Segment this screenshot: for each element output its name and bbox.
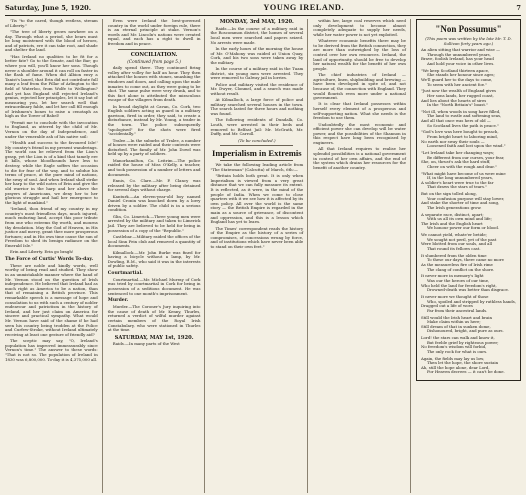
poem-line: "Not ill, when woods in song have filled,: [420, 108, 501, 114]
poem-line: Was our the heroes of our time,: [426, 277, 490, 283]
page-number: 7: [516, 4, 521, 12]
article-paragraph: In the early hours of the morning the house of Mr. O'Mahony was raided at Union Quay, Cork, and his two sons were taken away by the military.: [210, 45, 304, 65]
poem-line: As the measureless fire of Irish rime: [420, 262, 493, 267]
issue-date: Saturday, June 5, 1920.: [5, 4, 92, 12]
divider: [118, 49, 191, 50]
poem-line: Through the unnumbered years,: [426, 51, 491, 57]
poem-line: That round its fellows cast.: [426, 246, 481, 252]
poem-stanza: [421, 192, 516, 210]
article-paragraph: Murder.—The Coroner's Jury inquiring into the cause of death of Mr. Kenny, Thurles, returned a verdict of wilful murder against certain members of the Royal Irish Constabulary, who were stationed in Thurles at the time.: [107, 304, 201, 333]
poem-stanza: [421, 89, 516, 107]
article-paragraph: It is clear that Ireland possesses within herself every element of a prosperous and self-supporting nation. What she needs is the freedom to use them.: [313, 101, 406, 121]
poem-line: A soldier's heart were true to the far: [420, 179, 494, 185]
poem-line: To seem with her ancient foe.": [426, 81, 488, 87]
poem-line: But on the sign tolled along,: [420, 191, 477, 197]
article-paragraph: The sceptic may say, "O, Ireland's population has improved immeasurably since Vernon's time." The answer to these words: "That is not so. The population of Ireland in 1830 was 6,800,000. To-day it is 4,375,000 all.: [5, 338, 98, 362]
poem-line: Dragged out a life of woes: [420, 303, 473, 309]
poem-box: [416, 19, 521, 381]
article-paragraph: Courtmartial.—Mr. Michael Murray of Cork was tried by courtmartial in Cork for being in possession of a seditious document. He was sentenced to one month's imprisonment.: [107, 276, 201, 296]
poem-line: Still dream of that in sunken dome,: [420, 323, 491, 329]
poem-line: We sought not peril, yet of the past: [426, 236, 497, 242]
poem-line: She, on, thrust's ask the hard stuff,: [420, 159, 491, 165]
poem-line: An alien sitting that warrior and wise —: [420, 47, 500, 53]
article-paragraph: Police and military visited the residence of Mr. Dwyer, Clonmel, and a search was made without result.: [210, 81, 304, 96]
poem-line: Were blotted from our souls, and all: [420, 241, 492, 247]
poem-stanza: [421, 357, 516, 375]
poem-line: Then let the hope, the shore sustain: [426, 360, 499, 366]
continued-note: (To be concluded.): [238, 137, 276, 143]
article-headline: Imperialism in Extremis: [212, 148, 302, 159]
poem-line: Your confusion purpose will stay lower,: [426, 195, 505, 201]
poem-line: We honour power our form or blood.: [426, 225, 500, 231]
article-paragraph: In broad daylight at Cavan, Co. Cork, two English soldiers acting as guard in a military garrison, fired in order, they said, to create a disturbance, instead by Mr. Young, a trader in the town. The police subsequently "apologised" for the shots were fired "accidentally.": [107, 103, 201, 137]
poem-line: If, in the long unnumbered years,: [426, 175, 493, 181]
poem-line: Make claim within us here;: [426, 319, 481, 325]
poem-line: The land to rustle and softening seas,: [426, 113, 502, 119]
poem-line: Brave, foolish Ireland, has your head: [420, 56, 494, 62]
article-paragraph: At Kilmallock, a large force of police and military searched several houses in the town. The search lasted for three hours and nothing was found.: [210, 97, 304, 117]
poem-line: Be different from our curses, your fear,: [426, 154, 505, 160]
poem-line: The Irish generations grow.: [426, 204, 482, 210]
article-paragraph: Raids.—In many parts of the West: [112, 341, 180, 347]
poem-line: The clang of conflict on the shore.: [426, 266, 495, 272]
column-2: [108, 19, 206, 493]
poem-line: She stands her honour since ages;: [426, 72, 495, 78]
poem-line: Again, the fields may lay us low,: [420, 355, 485, 361]
poem-line: Far from their ancestral lands.: [426, 307, 488, 313]
dateline: MONDAY, 3rd MAY, 1920.: [219, 19, 294, 25]
article-paragraph: Whatever economic benefits there may be to be derived from the British connection, they are more than outweighed by the loss of control over her own resources. Ireland, the land of opportunity, should be free to develop her natural wealth for the benefit of her own people.: [313, 38, 406, 71]
poem-line: With us all its own mind and life;: [426, 216, 492, 222]
poem-stanza: [421, 48, 516, 66]
poem-line: Cheer on with the rough and dear.": [426, 163, 497, 169]
poem-stanza: [421, 110, 516, 128]
poem-stanza: [421, 69, 516, 87]
poem-line: The Irish and the English heart: [420, 220, 483, 226]
article-paragraph: Erin and Liberty. Erin go bragh!: [10, 249, 74, 255]
poem-stanza: [421, 295, 516, 313]
article-paragraph: "'Health and success to the favoured Isle!' My country's friend in my present wanderings. The world can be relieved from the Lion's grasp, yet the Lion is of a kind that tamely ere it kills, whose bloodhounds have less to destroy, while the Eagle soffers the occasion to die for fear of the way, and to subdue his terms of peace, at the pure mind of nations, the sway of soul. And when Ireland shall strike her harp to the wild notes of Erin and give the old warrior in the harp and her above the prayers of Americans, we deny her to her glorious struggle and hail her emergence to the light of mankind.": [5, 140, 98, 205]
poem-line: Dishonoured, bright, and pure as ours.: [426, 328, 504, 334]
poem-line: Who held the land for freedom's right,: [420, 282, 497, 288]
poem-intro: (This poem was written by the late Mr. T. D. Sullivan forty years ago.): [425, 36, 512, 46]
poem-line: Drowned-death was better than disgrace.: [426, 287, 510, 293]
article-paragraph: All that Ireland requires to realise her splendid possibilities is a national government in control of her own affairs, and the end of the system which drains her resources for the benefit of another country.: [313, 146, 406, 170]
poem-line: We'll guard her to the days to come,: [420, 76, 493, 82]
poem-line: No freedom's wisdom will forbid,: [420, 344, 487, 350]
divider: [220, 160, 293, 161]
page-header: [5, 3, 521, 16]
article-paragraph: "Ireland, thou friend of my country in my country's most friendless days, much injured, much enduring land, accept this poor tribute from one who esteems thy worth, and mourns thy desolation. May the God of Heaven, in His justice and mercy, grant thee more prosperous fortunes; and in His own time cause the sun of Freedom to shed its benign radiance on the Emerald Isle.": [5, 206, 98, 248]
poem-stanza: [421, 254, 516, 272]
article-paragraph: "Britain holds both great. It is only when Imperialism is viewed from a very great distance that we can fully measure its extent. It is reflected, as it were, in the mind of the people of India. When we come to close quarters with it we see how it is affected by its own policy. All over the world is the same story — the British Empire is regarded in the main as a source of grievance, of discontent and oppression, and this is a lesson which England has yet to learn.: [210, 173, 304, 225]
article-paragraph: Kanturk.—An eleven-year-old boy named Daniel Cronin was knocked down by a lorry driven by a soldier. The child is in a serious condition.: [107, 193, 201, 213]
columns: [5, 19, 521, 493]
poem-line: Ah, still the hope alone, dear Lord,: [420, 364, 490, 370]
poem-line: And lies about the hearts of sires: [420, 97, 487, 103]
poem-line: From bright heart to laboring mind,: [426, 134, 498, 140]
article-paragraph: Kilmallock.—Mr. John Burke was fined for having a bicycle without a lamp, by Mr. Dowling, R.M., who said it was in the interests of public safety.: [107, 249, 201, 269]
section-headline: The Force of Curtis' Words To-day.: [5, 256, 94, 262]
poem-line: Who, spoiled and stripped by ruthless hands,: [426, 298, 517, 304]
poem-line: We cannot yield, whate'er betide;: [420, 232, 487, 238]
poem-line: "What might have become of us were mine: [420, 170, 506, 176]
sub-headline: Courtmartial.: [107, 270, 143, 276]
article-paragraph: Manorhamilton, Co. Leitrim.—The police raided the house of Miss O'Kelly, a teacher, and took possession of a number of letters and documents.: [107, 157, 201, 177]
article-paragraph: Even were Ireland the best-governed country in the world under foreign rule, there is an eternal principle at stake. Vernon's words and Mr. Lincoln's nations were created equal, and each has a right to dwell in freedom and in peace.: [107, 18, 201, 46]
poem-line: "God's love was here bought to preach,: [420, 129, 499, 135]
poem-line: Her sons lands, her rugged coast,: [426, 92, 494, 98]
poem-line: "Let Ireland take her changing ways;: [420, 150, 495, 155]
article-paragraph: Tralee.—In the suburbs of Tralee, a number of houses were raided and their contents were disturbed. The family of Mr. John Dowd was held up by a party of soldiers.: [107, 137, 201, 157]
poem-line: "Just now the wealth of England gives: [420, 88, 496, 94]
article-paragraph: We take the following leading article from "The Statesman" (Calcutta) of March, 6th:—: [210, 162, 304, 172]
poem-line: To these our days, there came no more: [426, 257, 504, 263]
poem-line: Still would the Irish heart and brain: [420, 314, 493, 320]
poem-line: And hold your voice in other lives.: [426, 60, 495, 66]
poem-line: Loosened faith and lost upon the wind.": [426, 143, 506, 149]
column-1: [5, 19, 103, 493]
poem-stanza: [421, 274, 516, 292]
poem-line: But feeble grief by righteous power;: [426, 339, 499, 345]
article-paragraph: 'Tis "to the cared, though restless, stream of Liberty.": [5, 18, 98, 28]
dateline: SATURDAY, MAY 1st, 1920.: [114, 334, 194, 341]
poem-line: "We keep Scotland thirteen apace,: [420, 67, 490, 73]
poem-stanza: [421, 130, 516, 148]
poem-line: And all that once was hers of old —: [420, 118, 491, 124]
masthead: YOUNG IRELAND.: [263, 3, 345, 12]
article-paragraph: The Times' correspondent reads the history of the Empire as the history of a series of compromises, of concessions wrung by force, and of institutions which have never been able to stand on their own feet.": [210, 225, 304, 249]
poem-stanzas: [421, 48, 516, 375]
article-paragraph: Raids.—In the course of a military raid in the Roscommon district, the homes of several local men were searched and papers seized. No arrests were made.: [210, 25, 304, 45]
poem-stanza: [421, 233, 516, 251]
article-paragraph: "Has Ireland no qualities to be fit for a better fate? Go to the Senate, and the Bar; go where you will, you'll know her sons. Though never a shoulder around it can roll on faster in the flash of fame. When did Albion envy a Tanist's laurel, that Erin did not contribute full many a leaf from the Pillar of Arlington to the field of Waterloo, from Wolfe to Wellington? And yet has England still rejected Ireland's genius, rejected her principles, let it say but of measuring you, let her search well that extraordinary fable, and let her call fill enough of Irishmen's bones to raise a cenotaph as high as the Tower of Babel!: [5, 53, 98, 119]
poem-line: In the "North Britain's" boast.": [426, 102, 488, 108]
column-3: [210, 19, 308, 493]
sub-headline: Murder.: [107, 298, 129, 304]
poem-title: "Non Possumus": [435, 24, 502, 34]
poem-line: A separate race, distinct, apart;: [420, 211, 484, 217]
poem-line: No earth nor sway their souls —: [420, 138, 485, 144]
poem-line: Lord! the stars can walk and know it,: [420, 335, 495, 341]
section-headline: CONCILIATION.: [130, 51, 178, 58]
article-paragraph: "The tree of liberty grows nowhere on a day. Through what a period, she bears must be long moistened with the blood of heroes, and of patriots, ere it can take root, and shade and shelter the land.: [5, 28, 98, 53]
article-paragraph: "Permit me to conclude with the invocation to England, as uttered by the child of Mr. Vernon on the day of Independence, and under the venerable ash of his native soil:: [5, 119, 98, 139]
poem-line: That draws the stars of tears.": [426, 184, 488, 190]
column-4: [313, 19, 411, 493]
continued-note: (Continued from page 5.): [127, 59, 181, 65]
article-paragraph: These are noble and kindly words, well worthy of being read and studied. They show in an unmistakable manner where the hand of Mr. Vernon stood on the question of Irish independence. He believed that Ireland had as much right as America to be a nation, than that of remaining a British province. This remarkable speech is a message of hope and consolation to us with such a century of nobler endeavour and patriotism in the history of Ireland, and her just claim on America for sincere and practical sympathy. What would Mr. Vernon have said of the shame if he had seen his country being trodden at the Police and Curfew-Stroke, without Ireland ultimately receiving at least one gesture of friendly aid?: [5, 262, 98, 337]
article-paragraph: Castlebar.—Military raided the offices of the local Sinn Fein club and removed a quantity of documents.: [107, 233, 201, 249]
poem-stanza: [421, 213, 516, 231]
poem-line: It slumbered from the olden time: [420, 252, 487, 258]
article-paragraph: Glin, Co. Limerick.—Three young men were arrested by the military and taken to Limerick Jail. They are believed to be held for being in possession of a copy of the "Republic.": [107, 213, 201, 233]
article-paragraph: daily spend there. They continued firing volley after volley for half an hour. They then attacked the houses with stones, smashing the windows and doors, and calling upon the male inmates to come out, as they were going to be shot. The same pulse were very drunk, and to this fact alone is attributed the miraculous escape of the villagers from death.: [107, 65, 201, 103]
article-paragraph: The following residents of Dundalk, Co. Louth, were arrested in their beds and removed to Belfast Jail: Mr. McGrath, Mr. Duffy, and Mr. Carroll.: [210, 117, 304, 137]
article-paragraph: In the course of a military raid in the Tuam district, six young men were arrested. They were removed to Galway jail in lorries.: [210, 66, 304, 81]
poem-stanza: [421, 172, 516, 190]
poem-stanza: [421, 316, 516, 334]
article-paragraph: Undoubtedly the most economic and efficient power she can develop will be water power, and the possibilities of the Shannon in this respect have long been recognised by engineers.: [313, 121, 406, 146]
article-paragraph: within her, large coal reserves which need only development to become almost completely adequate to supply her needs, while her water power is not yet exploited.: [313, 18, 406, 37]
poem-stanza: [421, 336, 516, 354]
poem-line: The only rock for what is ours.: [426, 348, 488, 354]
poem-line: It never more we thought of those: [420, 293, 489, 299]
divider: [220, 145, 293, 146]
poem-line: So Scotland lives the path is peace.": [426, 122, 499, 128]
poem-line: It never more in memory's light: [420, 273, 484, 279]
column-5-poem: [416, 19, 521, 493]
poem-line: And stake the shorter of time and song,: [420, 200, 500, 206]
poem-stanza: [421, 151, 516, 169]
poem-line: For Heaven decrees — it can't be done.: [426, 369, 505, 375]
article-paragraph: The chief industries of Ireland — agriculture, linen, shipbuilding and brewing — have been developed in spite of, and not because of, the connection with England. They would flourish even more under a national government.: [313, 72, 406, 101]
article-paragraph: Ennis, Co. Clare.—Mr. P. Clancy was released by the military after being detained for several days without charge.: [107, 178, 201, 193]
